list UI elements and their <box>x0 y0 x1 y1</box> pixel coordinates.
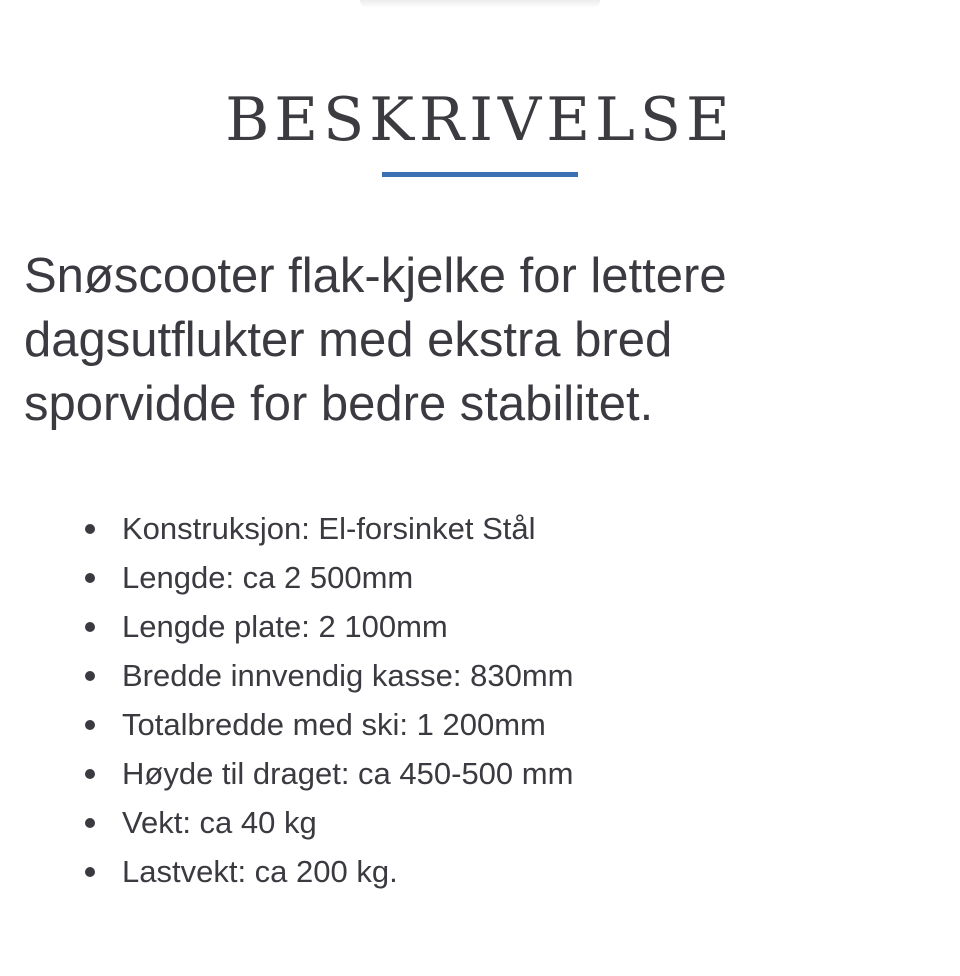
spec-item-weight <box>0 798 960 847</box>
spec-text: Vekt: ca 40 kg <box>122 805 317 840</box>
bullet-icon <box>85 720 95 730</box>
bullet-icon <box>85 769 95 779</box>
section-title: BESKRIVELSE <box>225 85 735 155</box>
spec-list <box>0 504 960 896</box>
spec-text: Totalbredde med ski: 1 200mm <box>122 707 546 742</box>
spec-text: Lengde: ca 2 500mm <box>122 560 414 595</box>
spec-item-construction <box>0 504 960 553</box>
bullet-icon <box>85 622 95 632</box>
spec-item-total-width <box>0 700 960 749</box>
spec-item-load-capacity <box>0 847 960 896</box>
title-underline <box>382 172 578 177</box>
spec-item-plate-length <box>0 602 960 651</box>
bullet-icon <box>85 818 95 828</box>
lead-line: dagsutflukter med ekstra bred <box>24 313 673 367</box>
top-edge-shadow <box>360 0 600 8</box>
spec-text: Bredde innvendig kasse: 830mm <box>122 658 574 693</box>
product-lead-text <box>24 244 944 436</box>
bullet-icon <box>85 867 95 877</box>
spec-text: Lengde plate: 2 100mm <box>122 609 448 644</box>
lead-line: sporvidde for bedre stabilitet. <box>24 377 654 431</box>
bullet-icon <box>85 573 95 583</box>
lead-line: Snøscooter flak-kjelke for lettere <box>24 249 727 303</box>
spec-item-length <box>0 553 960 602</box>
bullet-icon <box>85 671 95 681</box>
spec-text: Lastvekt: ca 200 kg. <box>122 854 398 889</box>
spec-text: Konstruksjon: El-forsinket Stål <box>122 511 536 546</box>
bullet-icon <box>85 524 95 534</box>
spec-text: Høyde til draget: ca 450-500 mm <box>122 756 574 791</box>
spec-item-hitch-height <box>0 749 960 798</box>
spec-item-inner-width <box>0 651 960 700</box>
